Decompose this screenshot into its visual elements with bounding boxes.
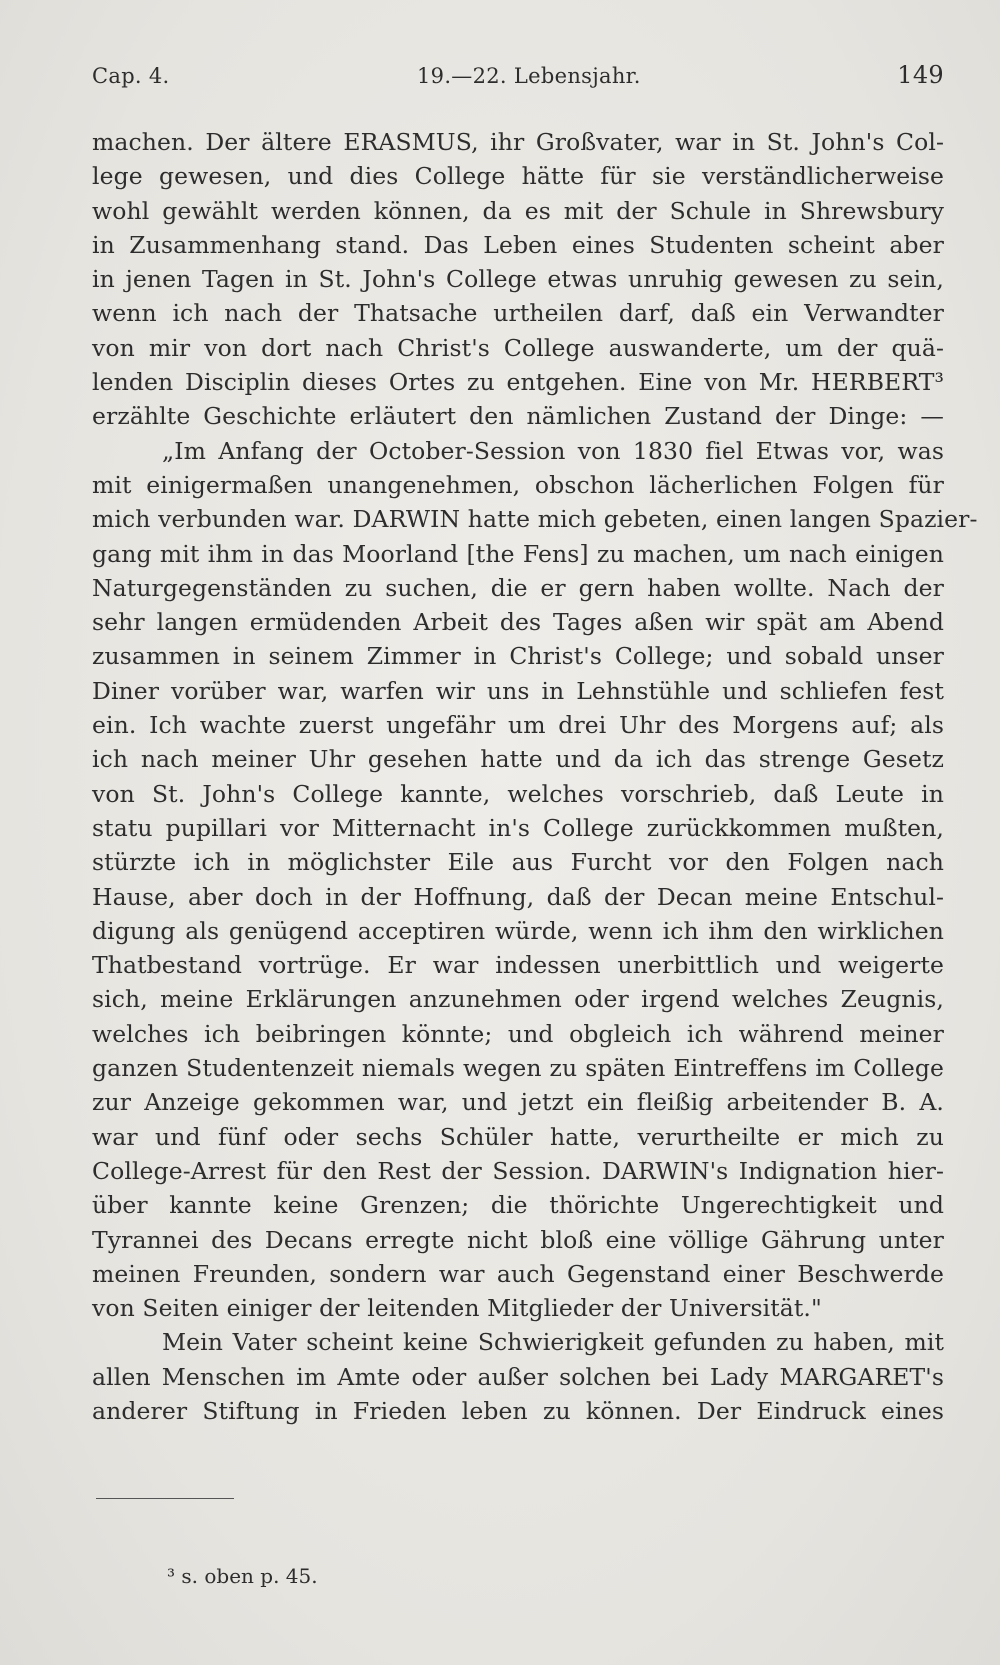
text-line: in Zusammenhang stand. Das Leben eines Studenten scheint aber [92, 230, 944, 259]
text-line: zusammen in seinem Zimmer in Christ's College; und sobald unser [92, 642, 944, 671]
text-line: allen Menschen im Amte oder außer solchen bei Lady MARGARET's [92, 1362, 944, 1391]
running-header [92, 61, 944, 94]
text-line: Mein Vater scheint keine Schwierigkeit gefunden zu haben, mit [162, 1328, 944, 1357]
text-line: stürzte ich in möglichster Eile aus Furcht vor den Folgen nach [92, 848, 944, 877]
text-line: sich, meine Erklärungen anzunehmen oder irgend welches Zeugnis, [92, 985, 944, 1014]
text-line: von mir von dort nach Christ's College auswanderte, um der quä- [92, 333, 944, 362]
text-line: anderer Stiftung in Frieden leben zu können. Der Eindruck eines [92, 1396, 944, 1425]
text-line: mit einigermaßen unangenehmen, obschon lächerlichen Folgen für [92, 470, 944, 499]
text-line: Thatbestand vortrüge. Er war indessen unerbittlich und weigerte [92, 951, 944, 980]
text-line: wohl gewählt werden können, da es mit der Schule in Shrewsbury [92, 196, 944, 225]
text-line: gang mit ihm in das Moorland [the Fens] zu machen, um nach einigen [92, 539, 944, 568]
chapter-label: Cap. 4. [92, 64, 170, 88]
text-line: lege gewesen, und dies College hätte für sie verständlicherweise [92, 162, 944, 191]
text-line: in jenen Tagen in St. John's College etwas unruhig gewesen zu sein, [92, 265, 944, 294]
text-line: erzählte Geschichte erläutert den nämlichen Zustand der Dinge: — [92, 402, 944, 431]
footnote-rule [96, 1498, 234, 1499]
text-line: mich verbunden war. DARWIN hatte mich gebeten, einen langen Spazier- [92, 505, 978, 534]
text-line: Diner vorüber war, warfen wir uns in Lehnstühle und schliefen fest [92, 676, 944, 705]
body-text [92, 125, 978, 1428]
text-line: lenden Disciplin dieses Ortes zu entgehen. Eine von Mr. HERBERT³ [92, 368, 944, 397]
footnote: ³ s. oben p. 45. [167, 1564, 318, 1588]
text-line: digung als genügend acceptiren würde, wenn ich ihm den wirklichen [92, 916, 944, 945]
text-line: statu pupillari vor Mitternacht in's College zurückkommen mußten, [92, 813, 944, 842]
text-line: sehr langen ermüdenden Arbeit des Tages aßen wir spät am Abend [92, 608, 944, 637]
page-number: 149 [897, 61, 944, 89]
text-line: ein. Ich wachte zuerst ungefähr um drei Uhr des Morgens auf; als [92, 711, 944, 740]
text-line: machen. Der ältere ERASMUS, ihr Großvater, war in St. John's Col- [92, 128, 944, 156]
text-line: ich nach meiner Uhr gesehen hatte und da ich das strenge Gesetz [92, 745, 944, 774]
text-line: zur Anzeige gekommen war, und jetzt ein fleißig arbeitender B. A. [92, 1088, 944, 1117]
text-line: welches ich beibringen könnte; und obgleich ich während meiner [92, 1019, 944, 1048]
text-line: von Seiten einiger der leitenden Mitglieder der Universität." [92, 1294, 822, 1323]
text-line: Tyrannei des Decans erregte nicht bloß eine völlige Gährung unter [92, 1225, 944, 1254]
text-line: College-Arrest für den Rest der Session. DARWIN's Indignation hier- [92, 1156, 944, 1185]
text-line: war und fünf oder sechs Schüler hatte, verurtheilte er mich zu [92, 1122, 944, 1151]
text-line: Hause, aber doch in der Hoffnung, daß der Decan meine Entschul- [92, 882, 944, 911]
text-line: über kannte keine Grenzen; die thörichte Ungerechtigkeit und [92, 1191, 944, 1220]
text-line: Naturgegenständen zu suchen, die er gern haben wollte. Nach der [92, 573, 944, 602]
running-title: 19.—22. Lebensjahr. [417, 64, 641, 88]
text-line: wenn ich nach der Thatsache urtheilen darf, daß ein Verwandter [92, 299, 944, 328]
text-line: ganzen Studentenzeit niemals wegen zu späten Eintreffens im College [92, 1054, 944, 1083]
text-line: „Im Anfang der October-Session von 1830 fiel Etwas vor, was [162, 436, 944, 465]
text-line: von St. John's College kannte, welches vorschrieb, daß Leute in [92, 779, 944, 808]
text-line: meinen Freunden, sondern war auch Gegenstand einer Beschwerde [92, 1259, 944, 1288]
